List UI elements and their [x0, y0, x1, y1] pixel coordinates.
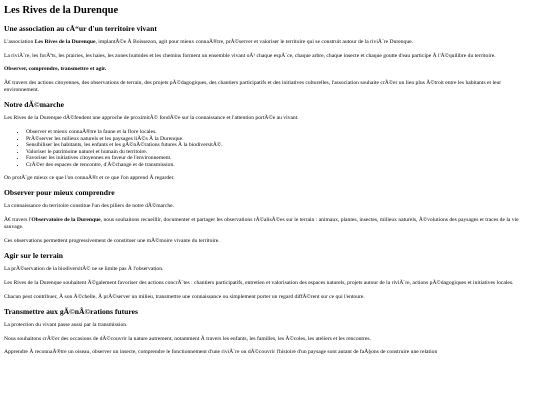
paragraph: Nous souhaitons crÃ©er des occasions de dÃ©couvrir la nature autrement, notamment Ã travers les enfants, les familles, les Ã©coles, les ateliers et les rencontres. [4, 335, 371, 342]
intro-text-start: L'association [4, 39, 35, 45]
page-title: Les Rives de la Durenque [4, 5, 119, 16]
paragraph: Chacun peut contribuer, Ã son Ã©chelle, Ã prÃ©server un milieu, transmettre une connaissance ou simplement porter un regard diffÃ©rent sur ce qui l'entoure. [4, 293, 365, 300]
section-observer [4, 188, 536, 244]
paragraph: Les Rives de la Durenque dÃ©fendent une approche de proximitÃ© fondÃ©e sur la connaissance et l'attention portÃ©e au vivant. [4, 115, 299, 122]
list-item: • Observer et mieux connaÃ®tre la faune et la flore locales. [26, 129, 536, 136]
paragraph: Apprendre Ã reconnaÃ®tre un oiseau, observer un insecte, comprendre le fonctionnement d'une riviÃ¨re ou dÃ©couvrir l'histoire d'un paysage sont autant de faÃ§ons de construire une relation [4, 349, 438, 356]
intro-paragraph [4, 39, 536, 46]
section-heading: Observer pour mieux comprendre [4, 188, 115, 198]
section-intro [4, 24, 536, 94]
paragraph: La connaissance du territoire constitue l'un des piliers de notre dÃ©marche. [4, 203, 175, 210]
section-heading: Une association au cÅ“ur d'un territoire vivant [4, 24, 157, 33]
section-demarche [4, 100, 536, 181]
section-heading: Notre dÃ©marche [4, 100, 65, 110]
observatoire-name: Observatoire de la Durenque [31, 217, 101, 224]
paragraph: La riviÃ¨re, les forÃªts, les prairies, les haies, les zones humides et les chemins forment un ensemble vivant oÃ¹ chaque espÃ¨ce, chaque arbre, chaque insecte et chaque goutte d'eau participe Ã l'Ã©quilibre du territoire. [4, 52, 496, 59]
intro-text-end: , implantÃ©e Ã Boissezon, agit pour mieux connaÃ®tre, prÃ©server et valoriser le territoire qui se construit autour de la riviÃ¨re Durenque. [95, 39, 414, 45]
list-item: • Sensibiliser les habitants, les enfants et les gÃ©nÃ©rations futures Ã la biodiversitÃ©. [26, 142, 536, 149]
paragraph: La prÃ©servation de la biodiversitÃ© ne se limite pas Ã l'observation. [4, 266, 164, 273]
association-name: Les Rives de la Durenque [34, 39, 96, 45]
paragraph: Les Rives de la Durenque souhaitent Ã©galement favoriser des actions concrÃ¨tes : chantiers participatifs, entretien et valorisation des espaces naturels, projets autour de la riviÃ¨re, actions pÃ©dagogiques et initiatives locales. [4, 279, 514, 286]
list-item: • Favoriser les initiatives citoyennes en faveur de l'environnement. [26, 155, 536, 162]
paragraph: Ã€ travers des actions citoyennes, des observations de terrain, des projets pÃ©dagogiques, des chantiers participatifs et des initiatives culturelles, l'association souhaite crÃ©er un lien plus Ã©troit entre les habitants et leur environnement. [4, 79, 502, 93]
paragraph: La protection du vivant passe aussi par la transmission. [4, 322, 128, 329]
section-heading: Transmettre aux gÃ©nÃ©rations futures [4, 307, 138, 317]
observatoire-text-start: Ã€ travers l' [4, 217, 32, 224]
paragraph: On protÃ¨ge mieux ce que l'on connaÃ®t et ce que l'on apprend Ã regarder. [4, 174, 175, 181]
list-item: • Valoriser le patrimoine naturel et humain du territoire. [26, 149, 536, 156]
list-item: • CrÃ©er des espaces de rencontre, d'Ã©change et de transmission. [26, 162, 536, 169]
motto: Observer, comprendre, transmettre et agir. [4, 66, 107, 73]
goals-list [4, 129, 536, 168]
section-agir [4, 251, 536, 300]
observatoire-text-end: , nous souhaitons recueillir, documenter et partager les observations rÃ©alisÃ©es sur le terrain : animaux, plantes, insectes, milieux naturels, Ã©volutions des paysages et traces de la vie sauvage. [4, 217, 519, 231]
paragraph: Ces observations permettent progressivement de constituer une mÃ©moire vivante du territoire. [4, 237, 220, 244]
observatoire-paragraph [4, 217, 536, 231]
section-transmettre [4, 307, 536, 356]
section-heading: Agir sur le terrain [4, 251, 63, 261]
list-item: • PrÃ©server les milieux naturels et les paysages liÃ©s Ã la Durenque. [26, 136, 536, 143]
